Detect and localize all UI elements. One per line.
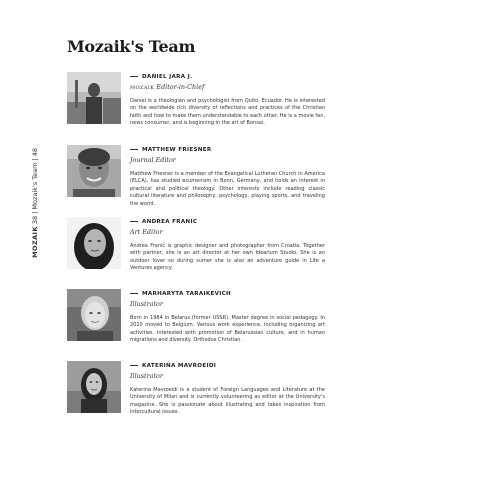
member-bio: Born in 1984 in Belarus (former USSR). Master degree in social pedagogy. In 2010 moved to Belgium. Various work experience, including organizing art activities. Interested with promotion of Belarussian culture, and in human migrations and diversity. Orthodox Christian. xyxy=(130,315,325,344)
member-photo xyxy=(67,72,121,124)
member-bio: Katerina Mavroeidi is a student of Foreign Languages and Literature at the University of Milan and is currently volunteering as editor at the University's magazine. She is passionate about illustrating and takes inspiration from intercultural issues. xyxy=(130,387,325,416)
member-bio: Daniel is a theologian and psychologist from Quito, Ecuador. He is interested on the worldwide rich diversity of reflections and practices of the Christian faith and how to make them understandable to each other. He is a movie fan, news consumer, and is beginning in the art of Bonsai. xyxy=(130,98,325,127)
member-name: ANDREA FRANIC xyxy=(130,217,325,226)
page-title: Mozaik's Team xyxy=(67,37,196,56)
member-bio: Andrea Franic is graphic designer and photographer from Croatia. Together with partner, she is an art director at her own Idearium Studio. She is an outdoor lover so during sumer she is also an adventure guide in Life a Ventures agency. xyxy=(130,243,325,272)
member-name: KATERINA MAVROEIDI xyxy=(130,361,325,370)
member-name: MATTHEW FRIESNER xyxy=(130,145,325,154)
member-role: Art Editor xyxy=(130,228,163,236)
member-photo xyxy=(67,361,121,413)
member-name: DANIEL JARA J. xyxy=(130,72,325,81)
member-name: MARHARYTA TARAIKEVICH xyxy=(130,289,325,298)
member-photo xyxy=(67,289,121,341)
member-bio: Matthew Friesner is a member of the Evangelical Lutheran Church in America (ELCA), has studied ecumenism in Bonn, Germany, and holds an interest in practical and political theology. Other interests include reading classic cultural literature and philosophy, psychology, playing sports, and traveling the world. xyxy=(130,171,325,207)
member-role: Illustrator xyxy=(130,372,163,380)
side-page-info: 38 | Mozaik's Team | 48 xyxy=(31,148,39,225)
member-photo xyxy=(67,145,121,197)
member-role: Illustrator xyxy=(130,300,163,308)
member-role: MOZAIK Editor-in-Chief xyxy=(130,83,205,91)
page-side-label xyxy=(31,148,39,258)
member-role: Journal Editor xyxy=(130,156,176,164)
member-photo xyxy=(67,217,121,269)
side-brand: MOZAIK xyxy=(31,226,39,258)
